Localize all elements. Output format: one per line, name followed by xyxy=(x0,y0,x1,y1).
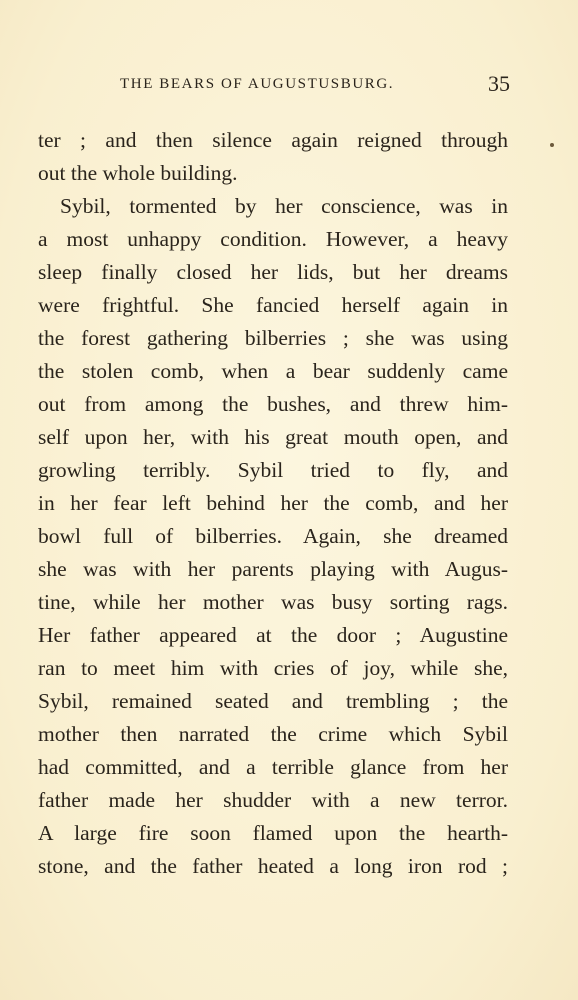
paragraph-start-line: Sybil, tormented by her conscience, was in xyxy=(60,194,508,218)
text-line: out from among the bushes, and threw him- xyxy=(38,392,508,416)
text-line: Her father appeared at the door ; Augustine xyxy=(38,623,508,647)
text-line: mother then narrated the crime which Sybil xyxy=(38,722,508,746)
text-line: sleep finally closed her lids, but her dreams xyxy=(38,260,508,284)
text-line: were frightful. She fancied herself again in xyxy=(38,293,508,317)
text-line: ran to meet him with cries of joy, while she, xyxy=(38,656,508,680)
text-line: Sybil, remained seated and trembling ; the xyxy=(38,689,508,713)
text-line: out the whole building. xyxy=(38,161,238,185)
running-title: THE BEARS OF AUGUSTUSBURG. xyxy=(120,76,395,92)
running-head xyxy=(38,71,510,98)
text-line: self upon her, with his great mouth open, and xyxy=(38,425,508,449)
text-line: growling terribly. Sybil tried to fly, and xyxy=(38,458,508,482)
text-line: tine, while her mother was busy sorting rags. xyxy=(38,590,508,614)
text-line: bowl full of bilberries. Again, she dreamed xyxy=(38,524,508,548)
text-line: the forest gathering bilberries ; she was using xyxy=(38,326,508,350)
text-line: she was with her parents playing with Augus- xyxy=(38,557,508,581)
text-line: a most unhappy condition. However, a heavy xyxy=(38,227,508,251)
body-text xyxy=(38,124,508,883)
text-line: ter ; and then silence again reigned through xyxy=(38,128,508,152)
ink-speck xyxy=(550,143,554,147)
page-number: 35 xyxy=(488,71,510,96)
text-line: father made her shudder with a new terror. xyxy=(38,788,508,812)
text-line: the stolen comb, when a bear suddenly came xyxy=(38,359,508,383)
text-line: in her fear left behind her the comb, and her xyxy=(38,491,508,515)
text-line: had committed, and a terrible glance from her xyxy=(38,755,508,779)
text-line: stone, and the father heated a long iron rod ; xyxy=(38,854,508,878)
text-line: A large fire soon flamed upon the hearth- xyxy=(38,821,508,845)
